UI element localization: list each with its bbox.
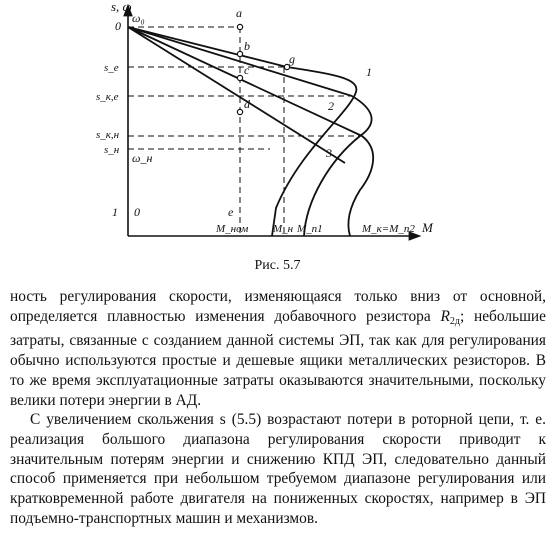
axis-y-label: s, ω bbox=[111, 0, 132, 14]
tick-skn: s_к,н bbox=[96, 129, 120, 141]
tick-1: 1 bbox=[112, 205, 118, 219]
paragraph-2: С увеличением скольжения s (5.5) возрастают потери в роторной цепи, т. е. реализация большого диапазона регулирования скорости приводит к значительным потерям энергии и снижению КПД ЭП, следовательно данный способ применяется при небольшом требуемом диапазоне регулирования или кратковременной работе двигателя на пониженных скоростях, например в ЭП подъемно-транспортных машин и механизмов. bbox=[10, 411, 546, 527]
origin-label: 0 bbox=[115, 19, 121, 33]
resistor-subscript: 2д bbox=[449, 315, 460, 327]
curve-label-3: 3 bbox=[326, 146, 332, 160]
tick-sn: s_н bbox=[104, 144, 120, 156]
label-c: c bbox=[244, 63, 250, 77]
label-a: a bbox=[236, 6, 242, 20]
line-0-d bbox=[128, 27, 345, 163]
omega0-label: ω₀ bbox=[132, 11, 145, 25]
point-c bbox=[237, 75, 242, 80]
paragraph-1-start: ность регулирования скорости, изменяющаяся только вниз от основной, определяется плавностью изменения добавочного резистора bbox=[10, 288, 546, 325]
x-label-mk: M_к=M_п2 bbox=[362, 223, 415, 235]
resistor-symbol: R bbox=[440, 307, 450, 325]
point-b bbox=[237, 51, 242, 56]
body-text bbox=[10, 287, 546, 528]
paragraph-1 bbox=[10, 287, 546, 410]
label-b: b bbox=[244, 39, 250, 53]
label-e: e bbox=[228, 205, 234, 219]
label-g: g bbox=[289, 52, 295, 66]
x-label-mp1: M_п1 bbox=[297, 223, 323, 235]
paragraph-1-end: ; небольшие затраты, связанные с созданием данной системы ЭП, так как для регулирования обычно используются простые и дешевые ящики металлических резисторов. В то же время эксплуатационные затраты оказываются значительными, поскольку велики потери энергии в АД. bbox=[10, 307, 546, 409]
axis-x-label: M bbox=[422, 220, 433, 235]
label-d: d bbox=[244, 97, 250, 111]
point-a bbox=[237, 24, 242, 29]
bottom-zero: 0 bbox=[134, 205, 140, 219]
x-label-mn: M_н bbox=[273, 223, 294, 235]
x-label-mnom: M_ном bbox=[216, 223, 249, 235]
curve-1 bbox=[128, 27, 356, 236]
omega-n-label: ω_н bbox=[132, 151, 153, 165]
tick-ske: s_к,е bbox=[96, 91, 119, 103]
curve-3 bbox=[348, 136, 373, 236]
curve-label-2: 2 bbox=[328, 99, 334, 113]
curve-label-1: 1 bbox=[366, 65, 372, 79]
mechanical-characteristics-figure bbox=[0, 0, 555, 260]
point-d bbox=[237, 109, 242, 114]
tick-se: s_e bbox=[104, 62, 119, 74]
figure-caption: Рис. 5.7 bbox=[254, 258, 301, 273]
